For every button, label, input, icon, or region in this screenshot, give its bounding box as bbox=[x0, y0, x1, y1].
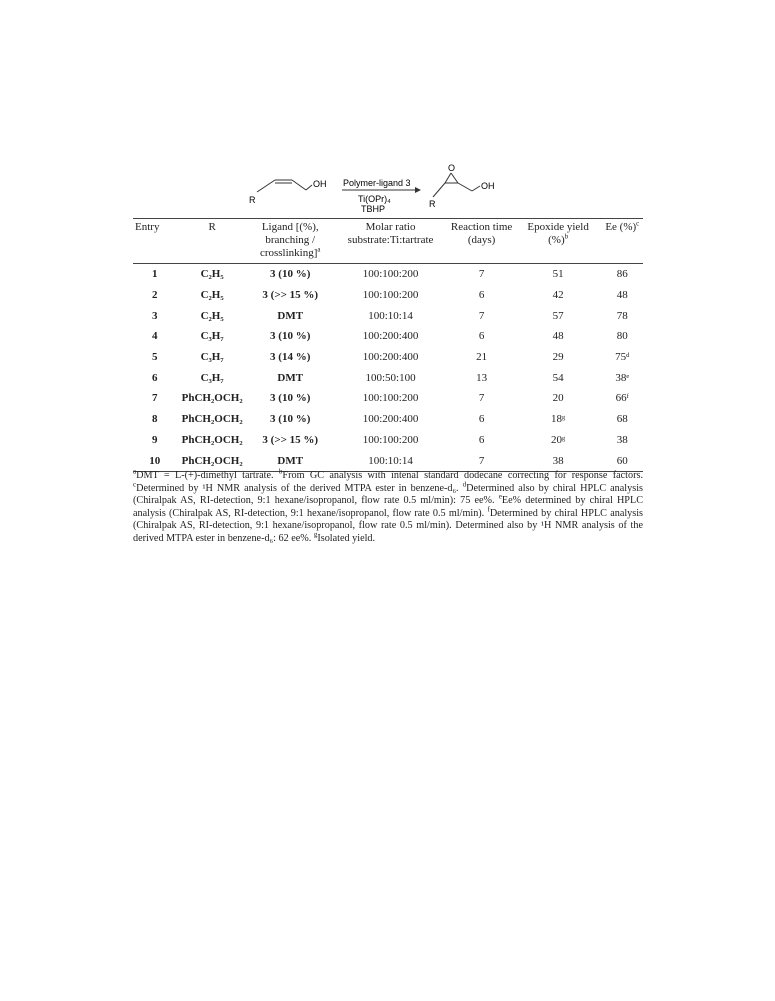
ee-cell: 38 bbox=[616, 433, 628, 446]
ligand-cell: DMT bbox=[277, 371, 304, 384]
reagent-titanium: Ti(OPr)₄ bbox=[358, 194, 391, 204]
table-row bbox=[133, 409, 643, 430]
ligand-cell: DMT bbox=[277, 309, 304, 322]
r-cell: C₃H₇ bbox=[200, 351, 224, 364]
ee-cell: 60 bbox=[602, 450, 643, 471]
r-cell: PhCH₂OCH₂ bbox=[181, 413, 243, 426]
ligand-cell: 3 (10 %) bbox=[270, 330, 311, 343]
molar-ratio-cell: 100:50:100 bbox=[365, 371, 416, 384]
footnote-g-marker: g bbox=[313, 530, 318, 539]
header-ee: Ee (%)$^c$ bbox=[602, 219, 643, 264]
epoxide-yield-cell: 18ᵍ bbox=[550, 413, 566, 426]
table-row bbox=[133, 305, 643, 326]
table-row bbox=[133, 430, 643, 451]
entry-cell: 10 bbox=[133, 450, 176, 471]
reaction-time-cell: 6 bbox=[478, 289, 485, 302]
epoxide-yield-cell: 20 bbox=[552, 392, 564, 405]
epoxide-yield-cell: 48 bbox=[552, 330, 564, 343]
molar-ratio-cell: 100:100:200 bbox=[362, 392, 419, 405]
ligand-cell: 3 (14 %) bbox=[270, 351, 311, 364]
epoxide-yield-cell: 54 bbox=[552, 371, 564, 384]
table-header-row bbox=[133, 219, 643, 264]
ee-cell: 48 bbox=[616, 289, 628, 302]
molar-ratio-cell: 100:100:200 bbox=[362, 433, 419, 446]
footnote-b-marker: b bbox=[278, 467, 283, 476]
footnote-g: Isolated yield. bbox=[317, 532, 376, 544]
header-r: R bbox=[176, 219, 247, 264]
ligand-cell: DMT bbox=[248, 450, 333, 471]
table-row bbox=[133, 347, 643, 368]
footnote-d: Determined also by chiral HPLC analysis (Chiralpak AS, RI-detection, 9:1 hexane/isopropanol, flow rate 0.5 ml/min): 75 ee%. bbox=[133, 482, 643, 507]
epoxide-yield-cell: 38 bbox=[515, 450, 602, 471]
table-body bbox=[133, 264, 643, 472]
reactant-structure bbox=[257, 180, 312, 192]
reaction-time-cell: 7 bbox=[448, 450, 514, 471]
epoxide-yield-cell: 51 bbox=[552, 268, 564, 281]
r-cell: C₂H₅ bbox=[200, 309, 224, 322]
r-cell: PhCH₂OCH₂ bbox=[181, 433, 243, 446]
ee-cell: 68 bbox=[616, 413, 628, 426]
molar-ratio-cell: 100:200:400 bbox=[362, 351, 419, 364]
header-ligand: Ligand [(%), branching / crosslinking]$^a$ bbox=[248, 219, 333, 264]
molar-ratio-cell: 100:200:400 bbox=[362, 413, 419, 426]
table-row bbox=[133, 285, 643, 306]
footnote-c-marker: c bbox=[133, 480, 137, 489]
reaction-time-cell: 7 bbox=[478, 392, 485, 405]
ligand-cell: 3 (>> 15 %) bbox=[262, 289, 319, 302]
entry-cell: 7 bbox=[151, 392, 158, 405]
ligand-cell: 3 (10 %) bbox=[270, 413, 311, 426]
entry-cell: 2 bbox=[151, 289, 158, 302]
reaction-scheme bbox=[240, 160, 540, 220]
epoxide-yield-cell: 29 bbox=[552, 351, 564, 364]
product-oh-label: OH bbox=[481, 181, 495, 191]
molar-ratio-cell: 100:10:14 bbox=[333, 450, 449, 471]
product-structure bbox=[433, 173, 480, 197]
product-o-label: O bbox=[448, 163, 456, 173]
footnote-c: Determined by ¹H NMR analysis of the derived MTPA ester in benzene-d₆. bbox=[136, 482, 459, 494]
entry-cell: 6 bbox=[151, 371, 158, 384]
r-cell: C₂H₅ bbox=[200, 289, 224, 302]
molar-ratio-cell: 100:200:400 bbox=[362, 330, 419, 343]
entry-cell: 1 bbox=[151, 268, 158, 281]
reagent-ligand: Polymer-ligand 3 bbox=[343, 178, 411, 188]
reactant-oh-label: OH bbox=[313, 179, 327, 189]
r-cell: C₂H₅ bbox=[200, 268, 224, 281]
table-row bbox=[133, 450, 643, 471]
reaction-time-cell: 13 bbox=[476, 371, 488, 384]
table-row bbox=[133, 388, 643, 409]
reaction-time-cell: 6 bbox=[478, 433, 485, 446]
ee-cell: 75ᵈ bbox=[615, 351, 630, 364]
entry-cell: 3 bbox=[151, 309, 158, 322]
ligand-cell: 3 (10 %) bbox=[270, 392, 311, 405]
reagent-tbhp: TBHP bbox=[361, 204, 386, 214]
r-cell: C₃H₇ bbox=[200, 330, 224, 343]
footnote-f-marker: f bbox=[487, 505, 490, 514]
reaction-time-cell: 6 bbox=[478, 330, 485, 343]
table-row bbox=[133, 326, 643, 347]
reaction-time-cell: 21 bbox=[476, 351, 488, 364]
footnote-d-marker: d bbox=[462, 480, 467, 489]
table-row bbox=[133, 367, 643, 388]
r-cell: PhCH₂OCH₂ bbox=[181, 392, 243, 405]
results-table bbox=[133, 218, 643, 472]
ee-cell: 86 bbox=[616, 268, 628, 281]
footnote-a-marker: a bbox=[133, 467, 137, 476]
molar-ratio-cell: 100:100:200 bbox=[362, 268, 419, 281]
molar-ratio-cell: 100:100:200 bbox=[362, 289, 419, 302]
epoxide-yield-cell: 57 bbox=[552, 309, 564, 322]
footnote-f: Determined by chiral HPLC analysis (Chiralpak AS, RI-detection, 9:1 hexane/isopropanol, flow rate 0.5 ml/min). Determined also by ¹H NMR analysis of the derived MTPA ester in benzene-d₆: 62 ee%. bbox=[133, 507, 644, 544]
footnote-b: From GC analysis with intenal standard dodecane correcting for response factors. bbox=[282, 470, 643, 481]
epoxide-yield-cell: 42 bbox=[552, 289, 564, 302]
r-cell: C₃H₇ bbox=[200, 371, 224, 384]
reaction-time-cell: 6 bbox=[478, 413, 485, 426]
reactant-r-label: R bbox=[249, 195, 256, 205]
header-epoxide-yield: Epoxide yield (%)$^b$ bbox=[515, 219, 602, 264]
ee-cell: 78 bbox=[616, 309, 628, 322]
ee-cell: 38ᵉ bbox=[615, 371, 630, 384]
entry-cell: 8 bbox=[151, 413, 158, 426]
ee-cell: 80 bbox=[616, 330, 628, 343]
reaction-time-cell: 7 bbox=[478, 268, 485, 281]
table-footnotes bbox=[133, 467, 644, 546]
header-molar-ratio: Molar ratio substrate:Ti:tartrate bbox=[333, 219, 449, 264]
header-reaction-time: Reaction time (days) bbox=[448, 219, 514, 264]
ligand-cell: 3 (10 %) bbox=[270, 268, 311, 281]
arrow-head-icon bbox=[415, 187, 421, 193]
ligand-cell: 3 (>> 15 %) bbox=[262, 433, 319, 446]
molar-ratio-cell: 100:10:14 bbox=[368, 309, 413, 322]
entry-cell: 4 bbox=[151, 330, 158, 343]
reaction-time-cell: 7 bbox=[478, 309, 485, 322]
product-r-label: R bbox=[429, 199, 436, 209]
header-entry: Entry bbox=[133, 219, 176, 264]
entry-cell: 9 bbox=[151, 433, 158, 446]
epoxide-yield-cell: 20ᵍ bbox=[550, 433, 566, 446]
ee-cell: 66ᶠ bbox=[615, 392, 629, 405]
footnote-e: Ee% determined by chiral HPLC analysis (Chiralpak AS, RI-detection, 9:1 hexane/isopropanol, flow rate 0.5 ml/min). bbox=[133, 495, 643, 519]
footnote-e-marker: e bbox=[498, 492, 502, 501]
entry-cell: 5 bbox=[151, 351, 158, 364]
footnote-a: DMT = L-(+)-dimethyl tartrate. bbox=[136, 470, 274, 481]
r-cell: PhCH₂OCH₂ bbox=[176, 450, 247, 471]
table-row bbox=[133, 264, 643, 285]
